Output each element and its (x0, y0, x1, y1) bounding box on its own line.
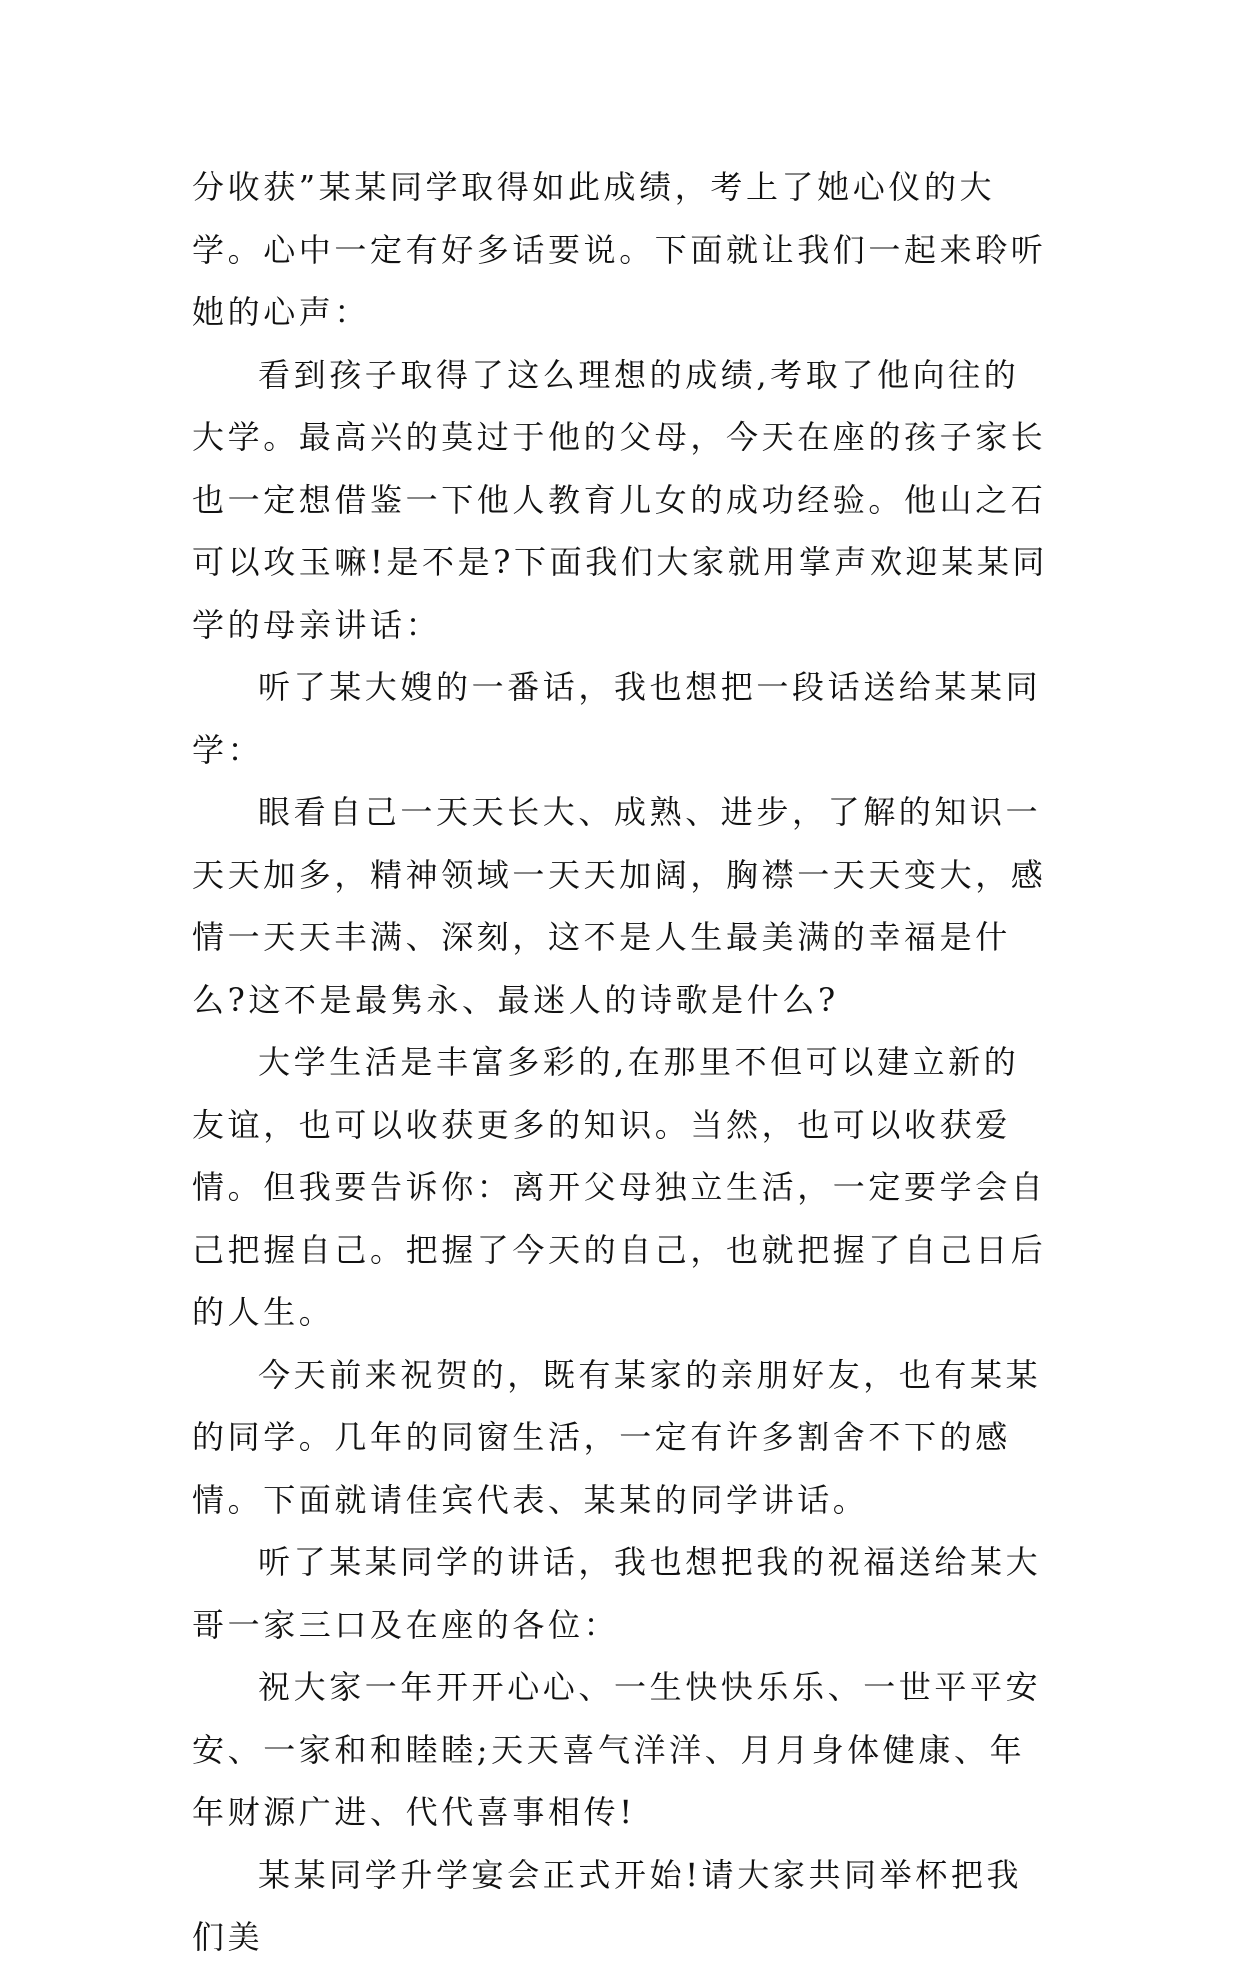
paragraph-4: 眼看自己一天天长大、成熟、进步，了解的知识一天天加多，精神领域一天天加阔，胸襟一天天变大，感情一天天丰满、深刻，这不是人生最美满的幸福是什么?这不是最隽永、最迷人的诗歌是什么? (192, 793, 1047, 1019)
paragraph-9: 某某同学升学宴会正式开始!请大家共同举杯把我们美 (192, 1855, 1023, 1956)
document-body (192, 156, 1052, 1969)
paragraph-6: 今天前来祝贺的，既有某家的亲朋好友，也有某某的同学。几年的同窗生活，一定有许多割舍不下的感情。下面就请佳宾代表、某某的同学讲话。 (192, 1355, 1042, 1519)
paragraph-1: 分收获”某某同学取得如此成绩，考上了她心仪的大学。心中一定有好多话要说。下面就让我们一起来聆听她的心声： (192, 168, 1047, 331)
paragraph-2: 看到孩子取得了这么理想的成绩,考取了他向往的大学。最高兴的莫过于他的父母，今天在座的孩子家长也一定想借鉴一下他人教育儿女的成功经验。他山之石可以攻玉嘛!是不是?下面我们大家就用掌声欢迎某某同学的母亲讲话： (192, 355, 1049, 644)
paragraph-5: 大学生活是丰富多彩的,在那里不但可以建立新的友谊，也可以收获更多的知识。当然，也可以收获爱情。但我要告诉你：离开父母独立生活，一定要学会自己把握自己。把握了今天的自己，也就把握了自己日后的人生。 (192, 1043, 1047, 1331)
paragraph-8: 祝大家一年开开心心、一生快快乐乐、一世平平安安、一家和和睦睦;天天喜气洋洋、月月身体健康、年年财源广进、代代喜事相传! (192, 1668, 1042, 1831)
paragraph-7: 听了某某同学的讲话，我也想把我的祝福送给某大哥一家三口及在座的各位： (192, 1543, 1042, 1644)
paragraph-3: 听了某大嫂的一番话，我也想把一段话送给某某同学： (192, 668, 1042, 769)
